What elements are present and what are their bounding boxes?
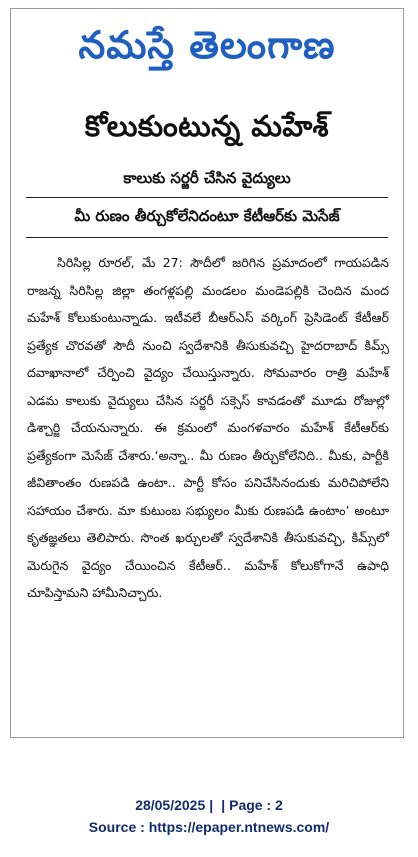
footer-date-line [0, 797, 418, 813]
newspaper-masthead [11, 9, 403, 91]
masthead-logo-text: నమస్తే తెలంగాణ [78, 23, 336, 67]
subheadline-divider [26, 237, 388, 238]
article-subheadline-2: మీ రుణం తీర్చుకోలేనిదంటూ కేటీఆర్‌కు మెసేజ్‌ [74, 207, 340, 225]
footer-separator: | [221, 797, 226, 813]
article-body-paragraph: సిరిసిల్ల రూరల్‌, మే 27: సౌదీలో జరిగిన ప్రమాదంలో గాయపడిన రాజన్న సిరిసిల్ల జిల్లా తంగళ్లపల్లి మండలం మండెపల్లికి చెందిన మంద మహేశ్‌ కోలుకుంటున్నాడు. ఇటీవలే బీఆర్‌ఎస్‌ వర్కింగ్‌ ప్రెసిడెంట్‌ కేటీఆర్‌ ప్రత్యేక చొరవతో సౌదీ నుంచి స్వదేశానికి తీసుకువచ్చి హైదరాబాద్‌ కిమ్స్‌ దవాఖానాలో చేర్పించి వైద్యం చేయిస్తున్నారు. సోమవారం రాత్రి మహేశ్‌ ఎడమ కాలుకు వైద్యులు చేసిన సర్జరీ సక్సెస్‌ కావడంతో మూడు రోజుల్లో డిశ్చార్జి చేయనున్నారు. ఈ క్రమంలో మంగళవారం మహేశ్‌ కేటీఆర్‌కు ప్రత్యేకంగా మెసేజ్‌ చేశారు.‘అన్నా.. మీ రుణం తీర్చుకోలేనిది.. మీకు, పార్టీకి జీవితాంతం రుణపడి ఉంటా.. పార్టీ కోసం పనిచేసినందుకు మరిచిపోలేని సహాయం చేశారు. మా కుటుంబ సభ్యులం మీకు రుణపడి ఉంటాం’ అంటూ కృతజ్ఞతలు తెలిపారు. సొంత ఖర్చులతో స్వదేశానికి తీసుకువచ్చి, కిమ్స్‌లో మెరుగైన వైద్యం చేయించిన కేటీఆర్‌.. మహేశ్‌ కోలుకోగానే ఉపాధి చూపిస్తామని హామీనిచ్చారు. [27, 255, 389, 600]
article-clipping [10, 8, 404, 738]
article-headline: కోలుకుంటున్న మహేశ్‌ [84, 109, 330, 143]
subheadline-divider [26, 197, 388, 198]
footer-separator: | [209, 797, 214, 813]
footer-date: 28/05/2025 [135, 797, 206, 813]
footer-source: Source : https://epaper.ntnews.com/ [88, 819, 330, 835]
article-body [27, 249, 389, 607]
article-subheadline-1: కాలుకు సర్జరీ చేసిన వైద్యులు [123, 169, 291, 187]
footer-page-number: Page : 2 [229, 797, 283, 813]
